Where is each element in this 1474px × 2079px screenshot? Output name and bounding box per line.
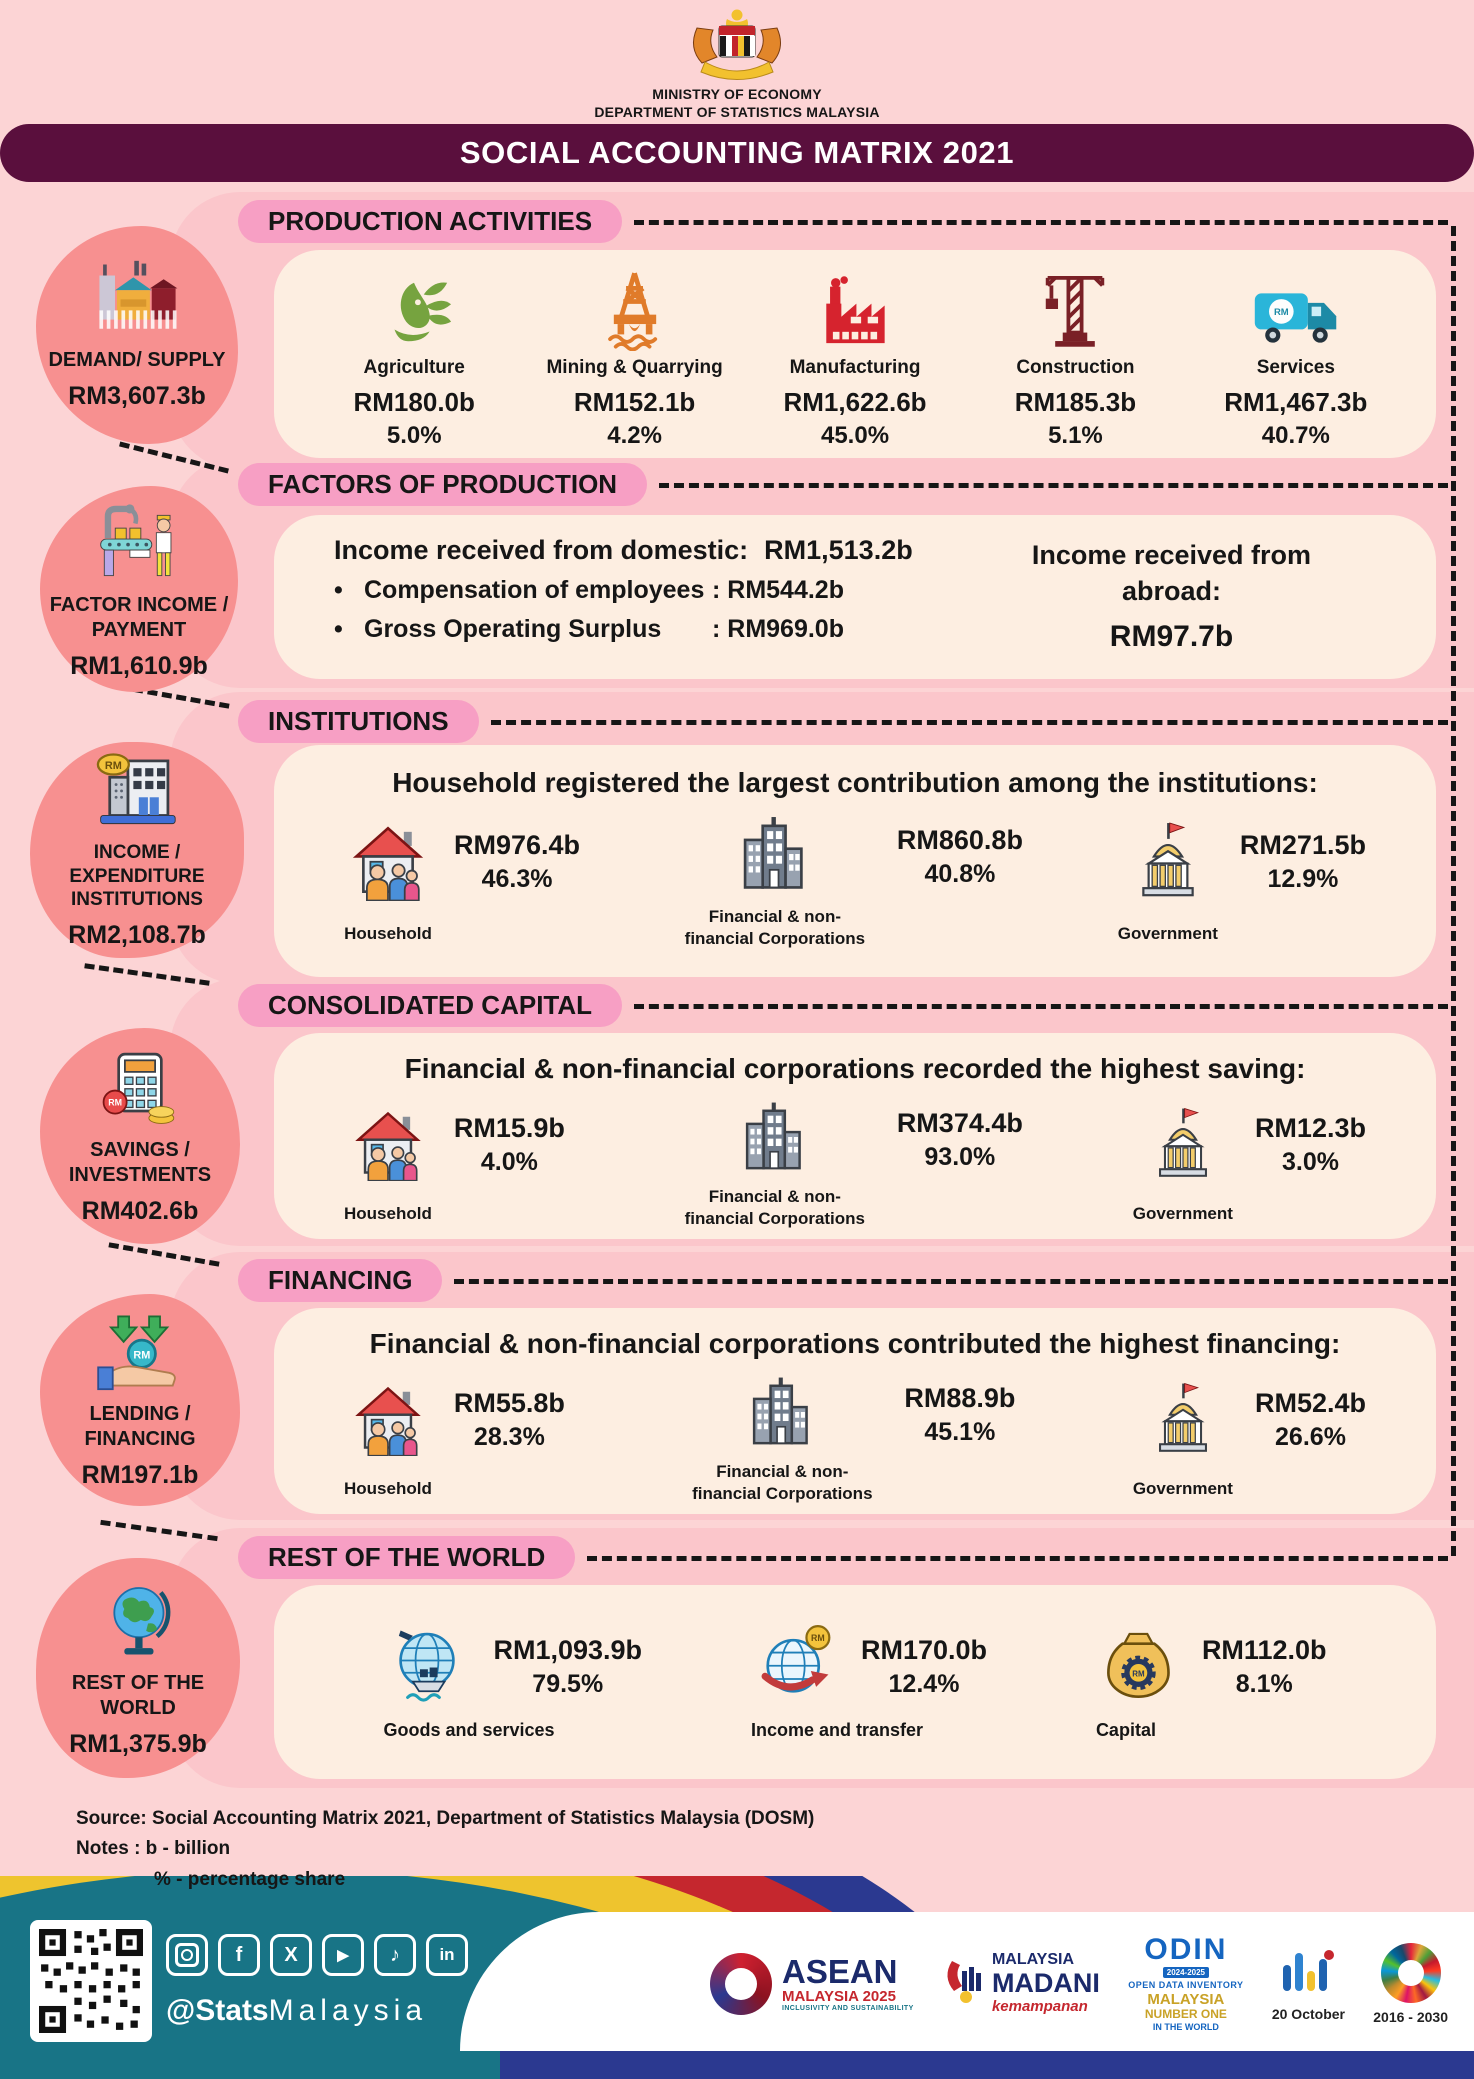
institution-item: RM374.4b 93.0% Financial & non-financial Corporations [675,1099,1023,1230]
institutions-blob [30,742,244,958]
goods-services-icon [383,1623,471,1710]
madani-mark-icon [942,1955,982,2012]
title-banner [0,124,1474,182]
section-pill: REST OF THE WORLD [238,1536,575,1579]
section-header-institutions [238,700,1448,743]
savings-blob [40,1028,240,1244]
household-icon [347,1380,429,1461]
institution-item: RM52.4b 26.6% Government [1133,1374,1366,1505]
dashed-connector-vertical [1451,226,1456,1556]
sdg-logo: 2016 - 2030 [1373,1943,1448,2025]
dashed-connector [84,963,209,985]
footer [0,1876,1474,2079]
bullet-row: • Compensation of employees : RM544.2b [334,576,844,604]
government-icon [1124,819,1212,906]
section-pill: FINANCING [238,1259,442,1302]
institution-item: RM15.9b 4.0% Household [344,1099,565,1230]
side-title: INCOME / EXPENDITURE INSTITUTIONS [69,841,205,911]
production-item: Construction RM185.3b 5.1% [965,259,1185,450]
dashed-line [454,1279,1448,1284]
corporations-icon [731,813,819,900]
consolidated-capital-card [274,1033,1436,1239]
instagram-icon[interactable] [166,1934,208,1976]
malaysia-madani-logo: MALAYSIA MADANI kemampanan [942,1952,1100,2014]
production-item: Manufacturing RM1,622.6b 45.0% [745,259,965,450]
institutions-card [274,745,1436,977]
world-statistics-day-logo: 20 October [1272,1945,1345,2022]
section-pill: PRODUCTION ACTIVITIES [238,200,622,243]
side-value: RM402.6b [81,1196,199,1225]
bank-building-rm-icon [91,750,183,835]
institution-item: RM55.8b 28.3% Household [344,1374,565,1505]
desk-globe-icon [95,1578,181,1665]
side-value: RM3,607.3b [68,382,206,410]
section-header-rest-of-world [238,1536,1448,1579]
footer-logos [710,1918,1448,2049]
x-twitter-icon[interactable]: X [270,1934,312,1976]
government-icon [1142,1380,1224,1461]
side-title: REST OF THE WORLD [71,1671,205,1719]
side-value: RM2,108.7b [68,921,206,950]
calculator-coins-icon [95,1047,185,1132]
svg-text:RM: RM [104,759,122,772]
abroad-income-heading: Income received from abroad: [1031,540,1312,607]
household-icon [347,1105,429,1186]
production-card [274,250,1436,458]
dashed-connector [108,1242,219,1266]
section-header-financing [238,1259,1448,1302]
section-header-factors [238,463,1448,506]
institution-item: RM976.4b 46.3% Household [344,813,580,950]
ministry-name: MINISTRY OF ECONOMY [652,86,822,102]
agriculture-icon [375,259,453,351]
institution-item: RM12.3b 3.0% Government [1133,1099,1366,1230]
dashed-connector [100,1520,218,1541]
social-handle[interactable]: @StatsMalaysia [166,1994,427,2027]
dashed-line [659,483,1448,488]
corporations-icon [734,1099,816,1180]
institution-item: RM860.8b 40.8% Financial & non-financial Corporations [675,813,1023,950]
lending-blob [40,1294,240,1506]
svg-text:RM: RM [810,1633,825,1644]
world-item: RM1,093.9b 79.5% Goods and services [383,1623,642,1741]
household-icon [344,819,432,906]
abroad-income-value: RM97.7b [1109,619,1234,653]
domestic-income-value: RM1,513.2b [764,535,913,565]
side-title: FACTOR INCOME / PAYMENT [49,593,229,641]
facebook-icon[interactable]: f [218,1934,260,1976]
production-item: Mining & Quarrying RM152.1b 4.2% [524,259,744,450]
source-line: Source: Social Accounting Matrix 2021, Department of Statistics Malaysia (DOSM) [76,1808,815,1829]
income-transfer-icon [751,1623,839,1710]
section-pill: FACTORS OF PRODUCTION [238,463,647,506]
financing-card [274,1308,1436,1514]
social-links [166,1934,468,1976]
mining-quarrying-icon [595,259,675,351]
side-value: RM1,375.9b [69,1729,207,1758]
world-item: RM RM170.0b 12.4% Income and transfer [751,1623,987,1741]
svg-text:RM: RM [133,1348,151,1361]
production-line-icon [93,498,185,587]
hand-coin-icon [94,1311,186,1396]
side-value: RM1,610.9b [70,651,208,680]
svg-text:RM: RM [1132,1669,1145,1679]
institution-item: RM88.9b 45.1% Financial & non-financial Corporations [682,1374,1015,1505]
youtube-icon[interactable]: ▶ [322,1934,364,1976]
card-heading: Financial & non-financial corporations contributed the highest financing: [369,1328,1341,1359]
statistics-bars-icon [1281,1945,1335,2000]
tiktok-icon[interactable]: ♪ [374,1934,416,1976]
services-truck-icon [1251,259,1341,351]
section-header-production [238,200,1448,243]
notes-line: Notes : b - billion [76,1838,231,1860]
production-item: Agriculture RM180.0b 5.0% [304,259,524,450]
qr-code [30,1920,152,2042]
section-pill: CONSOLIDATED CAPITAL [238,984,622,1027]
rest-of-world-card [274,1585,1436,1779]
asean-swirl-icon [710,1953,772,2015]
card-heading: Financial & non-financial corporations recorded the highest saving: [404,1053,1306,1084]
factors-card [274,515,1436,679]
domestic-income-heading: Income received from domestic: [334,535,749,565]
capital-moneybag-icon [1096,1623,1180,1710]
svg-text:RM: RM [1273,306,1289,318]
source-notes [76,1804,814,1895]
construction-crane-icon [1042,259,1108,351]
page-title: SOCIAL ACCOUNTING MATRIX 2021 [459,135,1015,170]
malaysia-coat-of-arms-icon [677,6,797,89]
sdg-wheel-icon [1381,1943,1441,2003]
odin-logo: ODIN 2024-2025 OPEN DATA INVENTORY MALAYSIA NUMBER ONE IN THE WORLD [1128,1933,1244,2032]
production-item: RM Services RM1,467.3b 40.7% [1186,259,1406,450]
institution-item: RM271.5b 12.9% Government [1118,813,1366,950]
dashed-line [634,1004,1448,1009]
asean-2025-logo: ASEAN MALAYSIA 2025 INCLUSIVITY AND SUSTAINABILITY [710,1953,914,2015]
dashed-line [491,720,1448,725]
notes-line: % - percentage share [154,1868,346,1890]
manufacturing-icon [815,259,895,351]
section-header-consolidated-capital [238,984,1448,1027]
government-icon [1142,1105,1224,1186]
dashed-line [587,1556,1448,1561]
svg-text:RM: RM [108,1097,123,1108]
footer-bottom-strip [500,2051,1474,2079]
bullet-row: • Gross Operating Surplus : RM969.0b [334,615,844,643]
linkedin-icon[interactable]: in [426,1934,468,1976]
factory-buildings-icon [90,259,185,342]
corporations-icon [741,1374,823,1455]
dashed-line [634,220,1448,225]
side-title: LENDING / FINANCING [84,1402,196,1450]
side-title: SAVINGS / INVESTMENTS [68,1138,212,1186]
side-title: DEMAND/ SUPPLY [48,349,226,371]
side-value: RM197.1b [81,1460,199,1489]
section-pill: INSTITUTIONS [238,700,479,743]
world-item: RM RM112.0b 8.1% Capital [1096,1623,1327,1741]
card-heading: Household registered the largest contribution among the institutions: [392,767,1318,798]
department-name: DEPARTMENT OF STATISTICS MALAYSIA [594,104,880,120]
